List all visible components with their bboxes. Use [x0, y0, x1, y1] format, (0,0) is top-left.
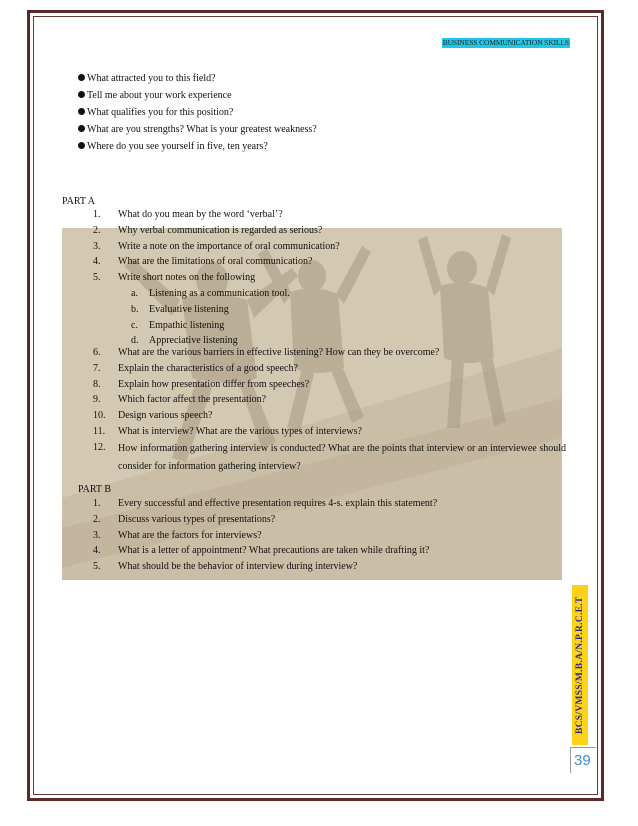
bullet-item: What are you strengths? What is your greatest weakness? — [78, 121, 317, 138]
bullet-dot-icon — [78, 142, 85, 149]
page-number-rule — [570, 747, 596, 748]
part-b-heading: PART B — [78, 484, 112, 495]
bullet-item: What qualifies you for this position? — [78, 104, 317, 121]
running-header: BUSINESS COMMUNICATION SKILLS — [442, 38, 569, 47]
bullet-dot-icon — [78, 108, 85, 115]
bullet-item: Tell me about your work experience — [78, 87, 317, 104]
bullet-dot-icon — [78, 125, 85, 132]
bullet-dot-icon — [78, 74, 85, 81]
bullet-item: Where do you see yourself in five, ten years? — [78, 138, 317, 155]
page-number-rule-vertical — [570, 747, 571, 773]
bullet-list — [78, 70, 317, 155]
page-number: 39 — [574, 752, 591, 769]
bullet-dot-icon — [78, 91, 85, 98]
bullet-item: What attracted you to this field? — [78, 70, 317, 87]
side-college-label: BCS/VMSS/M.B.A/N.P.R.C.E.T — [572, 585, 588, 745]
part-a-heading: PART A — [62, 196, 96, 207]
